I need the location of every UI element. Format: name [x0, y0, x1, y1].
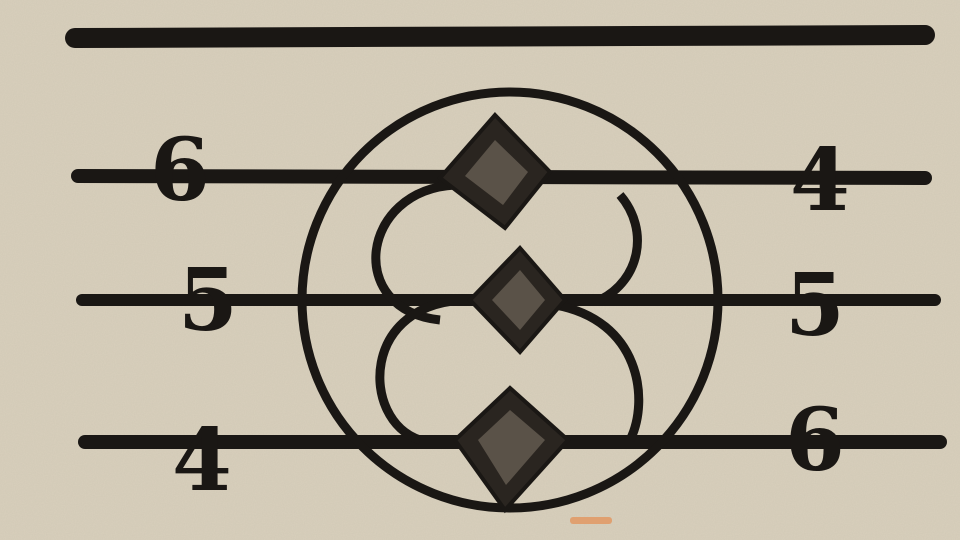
left-number-middle: 5	[178, 250, 238, 351]
right-number-middle: 5	[785, 255, 845, 356]
right-number-top: 4	[790, 130, 850, 231]
left-number-bottom: 4	[172, 410, 232, 511]
orange-stain	[570, 517, 612, 524]
top-rule	[75, 35, 925, 38]
right-number-bottom: 6	[785, 390, 845, 491]
left-number-top: 6	[150, 120, 210, 221]
